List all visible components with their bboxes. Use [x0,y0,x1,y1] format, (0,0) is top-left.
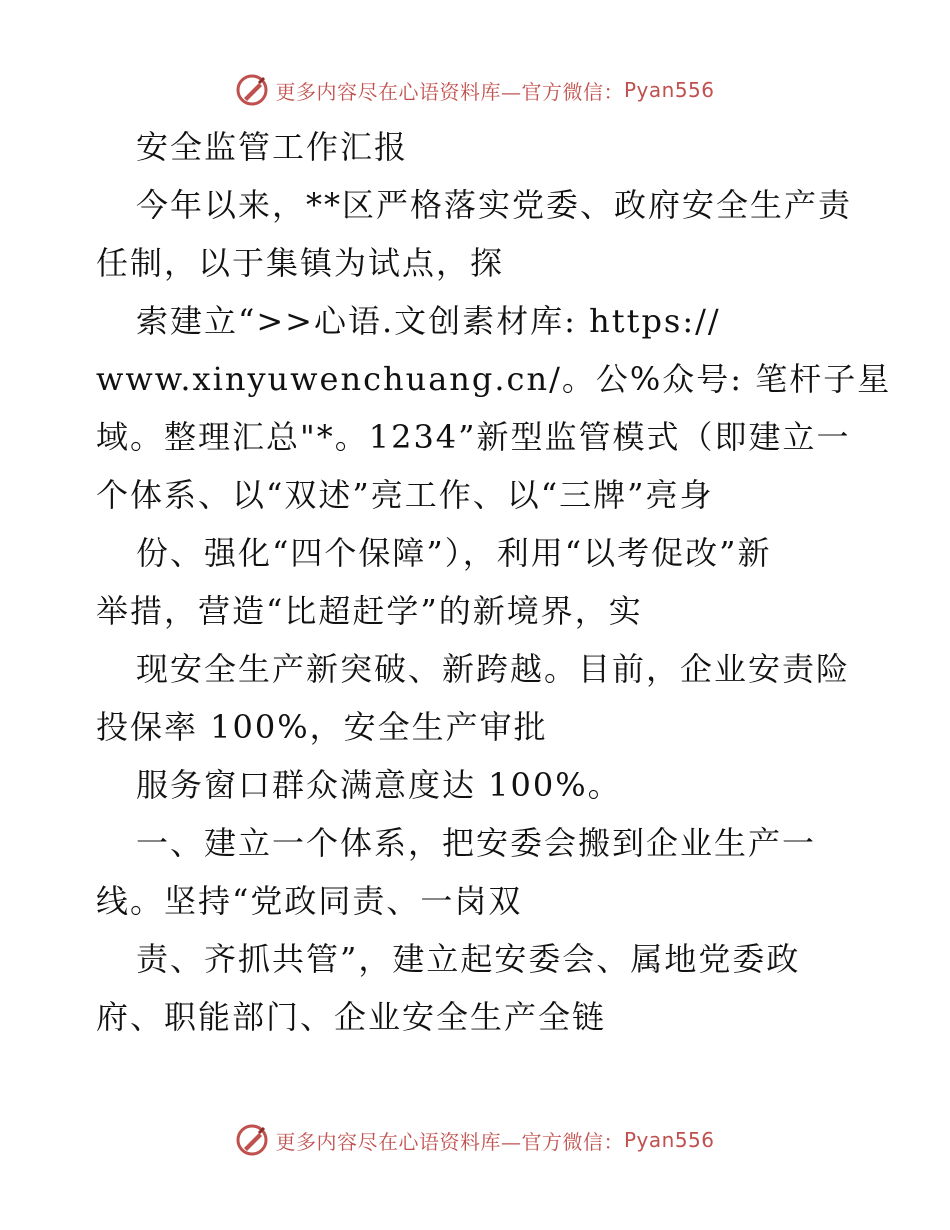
banner-text: 更多内容尽在心语资料库—官方微信： [275,79,624,104]
text-line: 索建立“>>心语.文创素材库: https:// [136,302,721,340]
banner-text: 更多内容尽在心语资料库—官方微信： [275,1129,624,1154]
pen-logo-icon [235,1123,269,1157]
header-watermark-banner [0,70,950,110]
text-line: 个体系、以“双述”亮工作、以“三牌”亮身 [96,476,714,514]
banner-wechat-id: Pyan556 [623,78,715,102]
banner-wechat-id: Pyan556 [623,1128,715,1152]
text-line: 份、强化“四个保障”），利用“以考促改”新 [136,534,772,572]
text-line: 投保率 100%，安全生产审批 [96,708,548,746]
text-line: 今年以来，**区严格落实党委、政府安全生产责 [136,186,853,224]
text-line: 一、建立一个体系，把安委会搬到企业生产一 [136,824,817,862]
pen-logo-icon [235,73,269,107]
text-line: 线。坚持“党政同责、一岗双 [96,882,523,920]
text-line: 现安全生产新突破、新跨越。目前，企业安责险 [136,650,851,688]
text-line: 服务窗口群众满意度达 100%。 [136,766,622,804]
text-line: 举措，营造“比超赶学”的新境界，实 [96,592,643,630]
text-line: 任制，以于集镇为试点，探 [96,244,505,282]
text-line: 责、齐抓共管”，建立起安委会、属地党委政 [136,940,801,978]
document-body [96,118,892,1046]
document-title: 安全监管工作汇报 [136,128,409,166]
text-line: 域。整理汇总"*。1234”新型监管模式（即建立一 [96,418,851,456]
footer-watermark-banner [0,1120,950,1160]
text-line: www.xinyuwenchuang.cn/。公%众号: 笔杆子星 [96,360,892,398]
text-line: 府、职能部门、企业安全生产全链 [96,998,607,1036]
